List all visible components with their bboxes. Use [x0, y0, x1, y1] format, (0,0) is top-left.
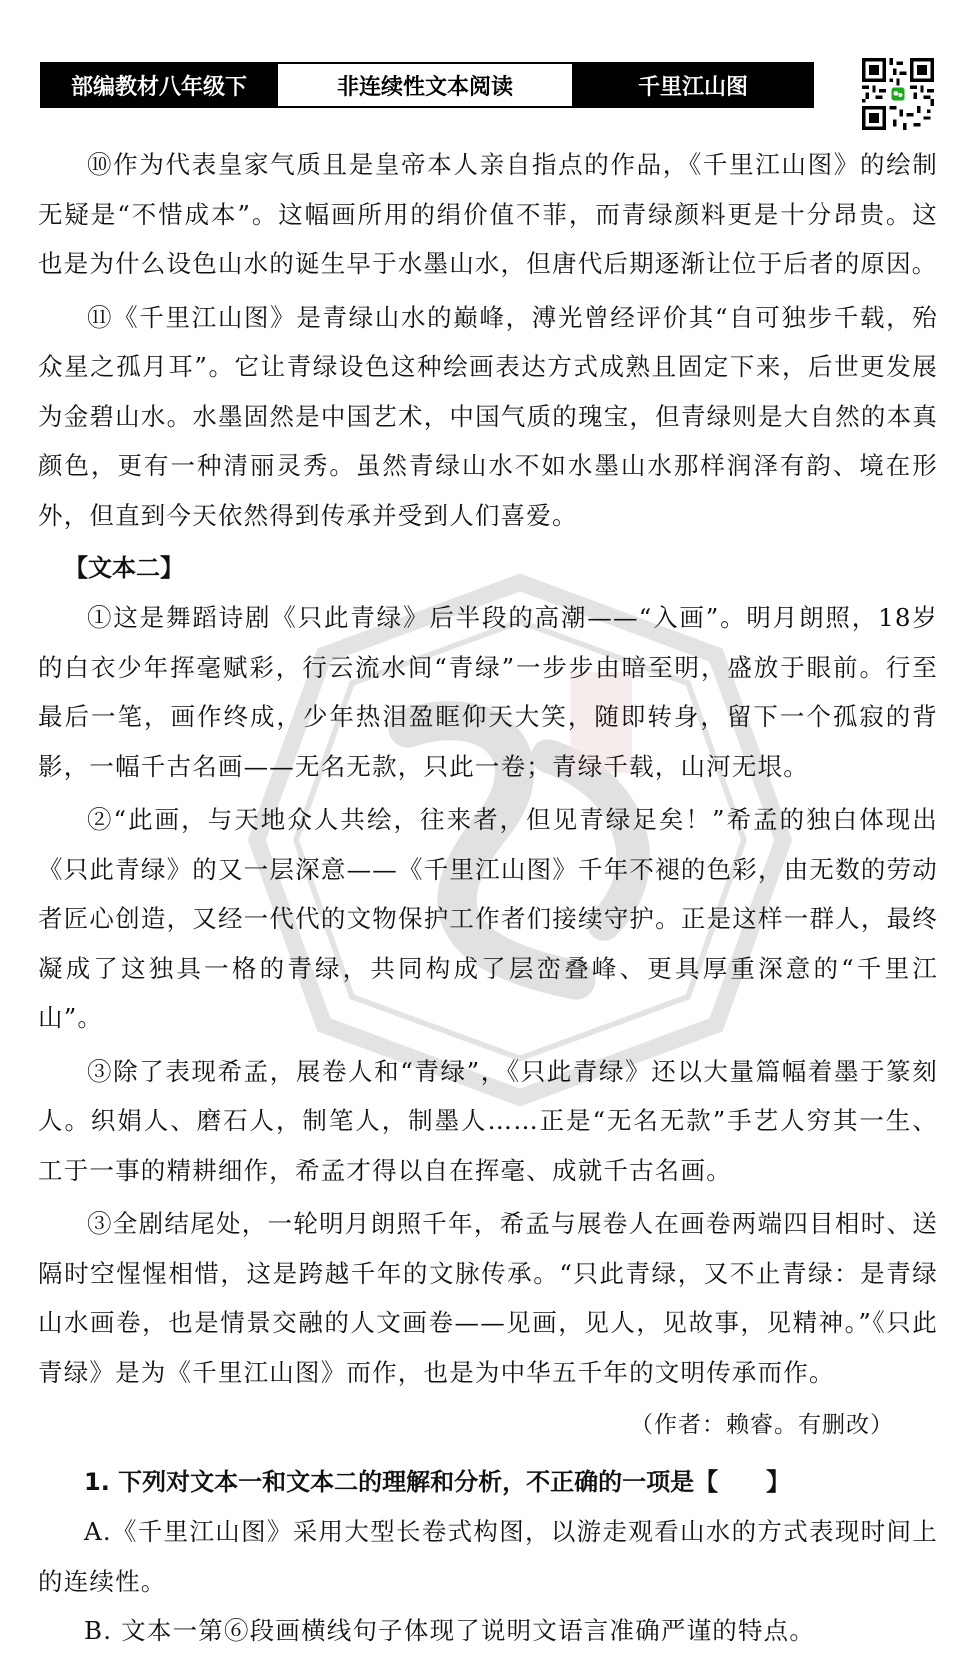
author-attribution: （作者：赖睿。有删改） [630, 1412, 894, 1438]
question-1-option-a[interactable]: A.《千里江山图》采用大型长卷式构图，以游走观看山水的方式表现时间上的连续性。 [38, 1517, 938, 1596]
text2-paragraph-1: ①这是舞蹈诗剧《只此青绿》后半段的高潮——“入画”。明月朗照，18岁的白衣少年挥毫赋彩，行云流水间“青绿”一步步由暗至明，盛放于眼前。行至最后一笔，画作终成，少年热泪盈眶仰天大笑，随即转身，留下一个孤寂的背影，一幅千古名画——无名无款，只此一卷；青绿千载，山河无垠。 [38, 603, 938, 781]
text1-paragraph-11: ⑪《千里江山图》是青绿山水的巅峰，溥光曾经评价其“自可独步千载，殆众星之孤月耳”。它让青绿设色这种绘画表达方式成熟且固定下来，后世更发展为金碧山水。水墨固然是中国艺术，中国气质的瑰宝，但青绿则是大自然的本真颜色，更有一种清丽灵秀。虽然青绿山水不如水墨山水那样润泽有韵、境在形外，但直到今天依然得到传承并受到人们喜爱。 [38, 302, 938, 530]
text2-paragraph-4: ③全剧结尾处，一轮明月朗照千年，希孟与展卷人在画卷两端四目相时、送隔时空惺惺相惜，这是跨越千年的文脉传承。“只此青绿，又不止青绿：是青绿山水画卷，也是情景交融的人文画卷——见画，见人，见故事，见精神。”《只此青绿》是为《千里江山图》而作，也是为中华五千年的文明传承而作。 [38, 1209, 938, 1387]
text1-paragraph-10: ⑩作为代表皇家气质且是皇帝本人亲自指点的作品，《千里江山图》的绘制无疑是“不惜成本”。这幅画所用的绢价值不菲，而青绿颜料更是十分昂贵。这也是为什么设色山水的诞生早于水墨山水，但唐代后期逐渐让位于后者的原因。 [38, 150, 938, 278]
text2-heading: 【文本二】 [64, 554, 184, 582]
header-title-label: 千里江山图 [574, 64, 812, 106]
text2-paragraph-3: ③除了表现希孟，展卷人和“青绿”，《只此青绿》还以大量篇幅着墨于篆刻人。织娟人、磨石人，制笔人，制墨人……正是“无名无款”手艺人穷其一生、工于一事的精耕细作，希孟才得以自在挥毫、成就千古名画。 [38, 1056, 938, 1185]
header-topic-label: 非连续性文本阅读 [276, 64, 574, 106]
question-1-stem: 1. 下列对文本一和文本二的理解和分析，不正确的一项是【 】 [84, 1468, 791, 1496]
text2-paragraph-2: ②“此画，与天地众人共绘，往来者，但见青绿足矣！”希孟的独白体现出《只此青绿》的又一层深意——《千里江山图》千年不褪的色彩，由无数的劳动者匠心创造，又经一代代的文物保护工作者们接续守护。正是这样一群人，最终凝成了这独具一格的青绿，共同构成了层峦叠峰、更具厚重深意的“千里江山”。 [38, 805, 938, 1032]
header-grade-label: 部编教材八年级下 [42, 64, 276, 106]
header-bar [40, 62, 814, 108]
article-body [38, 140, 938, 1656]
qr-code-icon[interactable] [862, 58, 934, 130]
question-1-option-b[interactable]: B. 文本一第⑥段画横线句子体现了说明文语言准确严谨的特点。 [84, 1616, 816, 1645]
